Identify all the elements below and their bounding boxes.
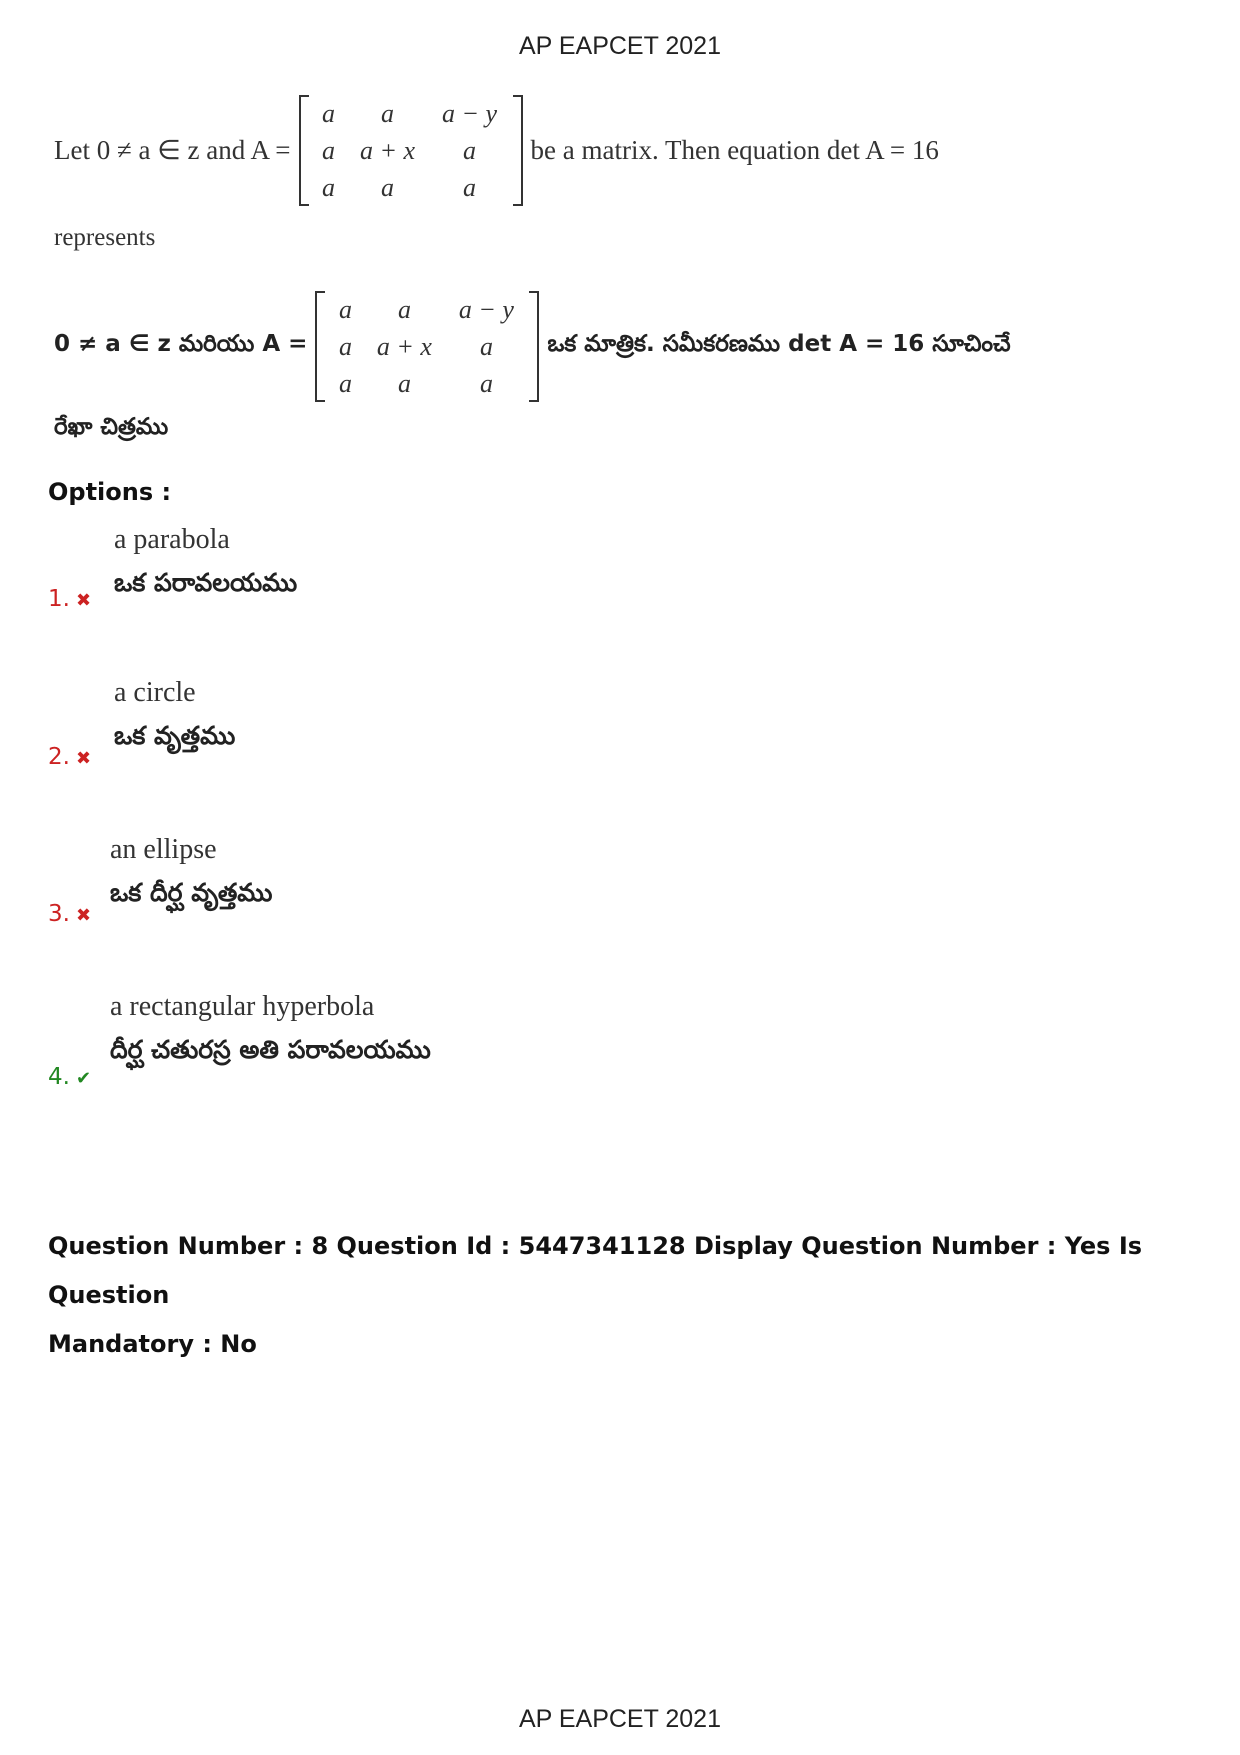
matrix-cell: a <box>322 98 336 128</box>
question-meta <box>48 1222 1198 1369</box>
option-number: 4. ✔ <box>48 1064 92 1090</box>
matrix-cell: a <box>322 135 336 165</box>
check-icon: ✔ <box>75 1068 92 1089</box>
cross-icon: ✖ <box>75 590 92 611</box>
option-english: a circle <box>114 677 196 708</box>
question-telugu <box>54 291 1011 402</box>
question-english <box>54 95 939 206</box>
matrix-cell: a <box>381 98 395 128</box>
option-telugu: ఒక వృత్తము <box>114 721 236 750</box>
question-en-suffix: be a matrix. Then equation det A = 16 <box>530 135 939 165</box>
question-te-line2: రేఖా చిత్రము <box>54 414 169 440</box>
matrix-cell: a − y <box>458 294 514 324</box>
matrix-cell: a <box>338 294 352 324</box>
option-3[interactable] <box>48 834 748 964</box>
option-english: an ellipse <box>110 834 217 865</box>
option-telugu: ఒక పరావలయము <box>114 568 298 597</box>
matrix-cell: a <box>479 331 493 361</box>
options-label: Options : <box>48 478 172 506</box>
option-2[interactable] <box>48 677 748 807</box>
question-te-suffix: ఒక మాత్రిక. సమీకరణము det A = 16 సూచించే <box>547 330 1011 357</box>
matrix-cell: a <box>381 172 395 202</box>
cross-icon: ✖ <box>75 905 92 926</box>
matrix-cell: a <box>322 172 336 202</box>
matrix-en <box>299 95 523 206</box>
matrix-cell: a <box>479 368 493 398</box>
matrix-cell: a <box>463 172 477 202</box>
matrix-cell: a <box>338 331 352 361</box>
question-meta-line2: Mandatory : No <box>48 1330 257 1358</box>
matrix-cell: a <box>397 294 411 324</box>
question-te-prefix: 0 ≠ a ∈ z మరియు A = <box>54 330 308 357</box>
matrix-cell: a − y <box>441 98 498 128</box>
cross-icon: ✖ <box>75 748 92 769</box>
page-header: AP EAPCET 2021 <box>519 32 721 60</box>
option-number: 1. ✖ <box>48 586 92 612</box>
question-en-line2: represents <box>54 224 156 251</box>
matrix-right-bracket <box>529 291 539 402</box>
option-1[interactable] <box>48 524 748 654</box>
matrix-left-bracket <box>299 95 309 206</box>
page-footer: AP EAPCET 2021 <box>519 1705 721 1733</box>
option-english: a rectangular hyperbola <box>110 991 375 1022</box>
matrix-te <box>315 291 539 402</box>
matrix-cell: a <box>463 135 477 165</box>
matrix-left-bracket <box>315 291 325 402</box>
option-telugu: దీర్ఘ చతురస్ర అతి పరావలయము <box>110 1035 431 1064</box>
option-number: 2. ✖ <box>48 744 92 770</box>
matrix-cell: a <box>338 368 352 398</box>
question-en-prefix: Let 0 ≠ a ∈ z and A = <box>54 135 291 165</box>
option-telugu: ఒక దీర్ఘ వృత్తము <box>110 878 273 907</box>
question-meta-line1: Question Number : 8 Question Id : 5447341128 Display Question Number : Yes Is Question <box>48 1232 1143 1309</box>
option-4[interactable] <box>48 991 748 1121</box>
matrix-right-bracket <box>513 95 523 206</box>
option-number: 3. ✖ <box>48 901 92 927</box>
matrix-cell: a <box>397 368 411 398</box>
matrix-cell: a + x <box>376 331 432 361</box>
matrix-cell: a + x <box>359 135 416 165</box>
option-english: a parabola <box>114 524 230 555</box>
